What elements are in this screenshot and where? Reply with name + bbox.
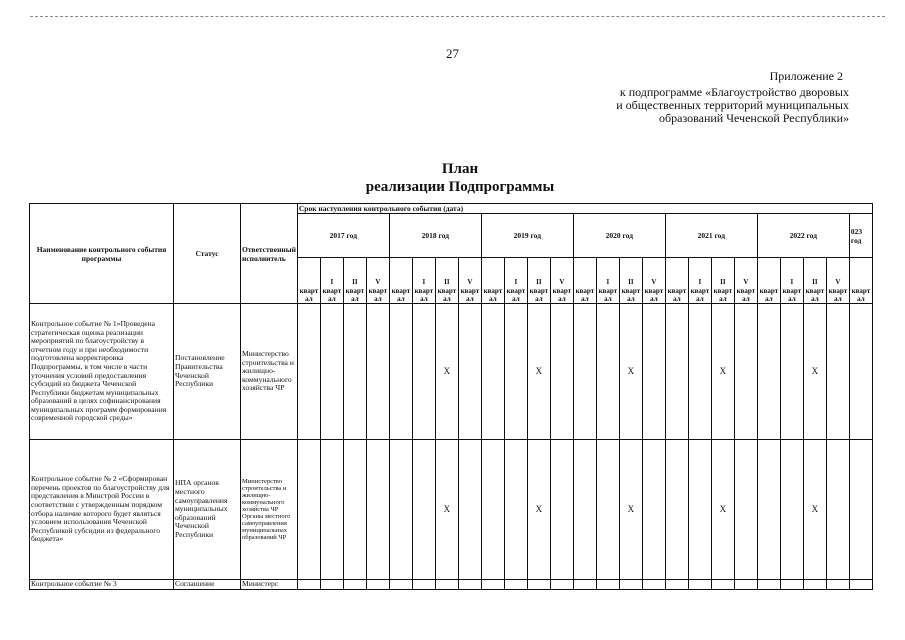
quarter-cell: [458, 580, 481, 590]
quarter-label: кварт ал: [621, 287, 641, 303]
quarter-header: [366, 258, 389, 304]
quarter-cell: [734, 440, 757, 580]
quarter-cell: [688, 580, 711, 590]
quarter-cell: [596, 440, 619, 580]
quarter-header: [757, 258, 780, 304]
quarter-cell: [688, 440, 711, 580]
quarter-header: [389, 258, 412, 304]
quarter-cell: [412, 304, 435, 440]
year-header: 2020 год: [573, 214, 665, 258]
subprogram-line: образований Чеченской Республики»: [659, 111, 849, 125]
quarter-header: [849, 258, 872, 304]
event-cell: Контрольное событие № 2 «Сформирован перечень проектов по благоустройству для представления в Минстрой России в соответствии с утвержденным порядком отбора наличие которого будет являться условием использования Чеченской Республикой субсидии из федерального бюджета»: [30, 440, 174, 580]
quarter-cell: [826, 580, 849, 590]
quarter-number: V: [835, 278, 841, 286]
quarter-cell: [734, 304, 757, 440]
quarter-number: II: [628, 278, 634, 286]
quarter-header: [826, 258, 849, 304]
quarter-header: [458, 258, 481, 304]
event-cell: Контрольное событие № 1»Проведена стратегическая оценка реализации мероприятий по благоустройству в отчетном году и при необходимости подготовлена корректировка Подпрограммы, в том числе в части уточнения условий предоставления субсидий из бюджета Чеченской Республики бюджетам муниципальных образований в целях софинансирования муниципальных программ формирования современной городской среды»: [30, 304, 174, 440]
quarter-cell: [435, 580, 458, 590]
quarter-label: кварт ал: [575, 287, 595, 303]
quarter-cell: [550, 440, 573, 580]
quarter-cell: [389, 304, 412, 440]
quarter-cell: [665, 440, 688, 580]
quarter-label: кварт ал: [437, 287, 457, 303]
quarter-cell: [412, 580, 435, 590]
quarter-label: кварт ал: [644, 287, 664, 303]
quarter-cell: [550, 580, 573, 590]
quarter-label: кварт ал: [391, 287, 411, 303]
quarter-cell: [665, 580, 688, 590]
quarter-header: [412, 258, 435, 304]
quarter-cell: [320, 440, 343, 580]
quarter-label: кварт ал: [828, 287, 848, 303]
quarter-cell: [343, 440, 366, 580]
quarter-cell: [481, 580, 504, 590]
quarter-number: V: [743, 278, 749, 286]
completion-mark: X: [527, 304, 550, 440]
completion-mark: X: [711, 440, 734, 580]
quarter-label: кварт ал: [667, 287, 687, 303]
quarter-number: I: [330, 278, 334, 286]
quarter-number: [851, 278, 871, 287]
header-event-name: Наименование контрольного события программы: [30, 204, 174, 304]
quarter-cell: [642, 304, 665, 440]
event-cell: Контрольное событие № 3: [30, 580, 174, 590]
quarter-cell: [550, 304, 573, 440]
quarter-label: кварт ал: [414, 287, 434, 303]
quarter-header: [711, 258, 734, 304]
quarter-number: V: [467, 278, 473, 286]
quarter-cell: [619, 580, 642, 590]
quarter-cell: [596, 304, 619, 440]
quarter-label: кварт ал: [782, 287, 802, 303]
title-line: реализации Подпрограммы: [365, 179, 555, 195]
quarter-header: [803, 258, 826, 304]
header-executor: Ответственный исполнитель: [241, 204, 298, 304]
quarter-number: [759, 278, 779, 287]
quarter-cell: [780, 580, 803, 590]
quarter-label: кварт ал: [552, 287, 572, 303]
quarter-cell: [412, 440, 435, 580]
quarter-cell: [297, 440, 320, 580]
quarter-number: V: [559, 278, 565, 286]
quarter-cell: [366, 580, 389, 590]
quarter-label: кварт ал: [598, 287, 618, 303]
quarter-cell: [366, 440, 389, 580]
quarter-number: [667, 278, 687, 287]
quarter-cell: [343, 580, 366, 590]
quarter-number: [391, 278, 411, 287]
quarter-label: кварт ал: [759, 287, 779, 303]
quarter-number: I: [422, 278, 426, 286]
quarter-cell: [849, 440, 872, 580]
quarter-number: I: [698, 278, 702, 286]
quarter-cell: [642, 440, 665, 580]
quarter-number: I: [606, 278, 610, 286]
completion-mark: X: [711, 304, 734, 440]
executor-cell: Министерс: [241, 580, 298, 590]
quarter-header: [596, 258, 619, 304]
quarter-cell: [504, 440, 527, 580]
quarter-cell: [343, 304, 366, 440]
quarter-header: [734, 258, 757, 304]
quarter-cell: [803, 580, 826, 590]
quarter-cell: [573, 440, 596, 580]
quarter-label: кварт ал: [299, 287, 319, 303]
quarter-label: кварт ал: [483, 287, 503, 303]
quarter-label: кварт ал: [322, 287, 342, 303]
quarter-cell: [734, 580, 757, 590]
year-header: 023 год: [849, 214, 872, 258]
top-rule: [30, 16, 885, 17]
quarter-number: II: [812, 278, 818, 286]
quarter-label: кварт ал: [805, 287, 825, 303]
quarter-cell: [780, 304, 803, 440]
completion-mark: X: [527, 440, 550, 580]
quarter-cell: [320, 580, 343, 590]
quarter-header: [573, 258, 596, 304]
quarter-header: [619, 258, 642, 304]
quarter-header: [343, 258, 366, 304]
quarter-cell: [849, 580, 872, 590]
quarter-number: I: [514, 278, 518, 286]
quarter-number: II: [444, 278, 450, 286]
year-header: 2018 год: [389, 214, 481, 258]
quarter-header: [665, 258, 688, 304]
quarter-header: [780, 258, 803, 304]
quarter-header: [642, 258, 665, 304]
quarter-cell: [596, 580, 619, 590]
quarter-cell: [458, 304, 481, 440]
quarter-label: кварт ал: [851, 287, 871, 303]
quarter-cell: [780, 440, 803, 580]
quarter-label: кварт ал: [460, 287, 480, 303]
completion-mark: X: [435, 304, 458, 440]
quarter-header: [435, 258, 458, 304]
subprogram-line: и общественных территорий муниципальных: [616, 98, 849, 112]
quarter-cell: [389, 440, 412, 580]
quarter-cell: [849, 304, 872, 440]
executor-cell: Министерство строительства и жилищно-коммунального хозяйства ЧР Органы местного самоуправления муниципальных образований ЧР: [241, 440, 298, 580]
plan-table: [29, 203, 873, 590]
quarter-cell: [757, 440, 780, 580]
quarter-label: кварт ал: [368, 287, 388, 303]
quarter-number: V: [375, 278, 381, 286]
status-cell: НПА органов местного самоуправления муниципальных образований Чеченской Республики: [174, 440, 241, 580]
quarter-cell: [481, 304, 504, 440]
quarter-cell: [366, 304, 389, 440]
quarter-header: [550, 258, 573, 304]
quarter-label: кварт ал: [713, 287, 733, 303]
subprogram-reference: [616, 86, 849, 125]
quarter-cell: [573, 580, 596, 590]
completion-mark: X: [619, 440, 642, 580]
status-cell: Соглашение: [174, 580, 241, 590]
completion-mark: X: [803, 304, 826, 440]
quarter-number: [575, 278, 595, 287]
quarter-header: [527, 258, 550, 304]
completion-mark: X: [619, 304, 642, 440]
header-deadline: Срок наступления контрольного события (дата): [297, 204, 872, 214]
year-header: 2019 год: [481, 214, 573, 258]
page-number: 27: [446, 46, 459, 61]
year-header: 2021 год: [665, 214, 757, 258]
quarter-cell: [320, 304, 343, 440]
quarter-header: [688, 258, 711, 304]
quarter-cell: [297, 580, 320, 590]
quarter-cell: [665, 304, 688, 440]
table-row: [30, 580, 873, 590]
title-line: План: [441, 161, 479, 177]
quarter-cell: [458, 440, 481, 580]
quarter-label: кварт ал: [506, 287, 526, 303]
quarter-label: кварт ал: [345, 287, 365, 303]
header-status: Статус: [174, 204, 241, 304]
appendix-label: Приложение 2: [769, 69, 843, 83]
quarter-number: V: [651, 278, 657, 286]
quarter-cell: [757, 580, 780, 590]
quarter-cell: [573, 304, 596, 440]
quarter-cell: [826, 304, 849, 440]
quarter-cell: [481, 440, 504, 580]
quarter-label: кварт ал: [736, 287, 756, 303]
subprogram-line: к подпрограмме «Благоустройство дворовых: [619, 85, 849, 99]
quarter-cell: [826, 440, 849, 580]
quarter-header: [481, 258, 504, 304]
quarter-number: [483, 278, 503, 287]
quarter-number: II: [536, 278, 542, 286]
quarter-header: [320, 258, 343, 304]
quarter-header: [297, 258, 320, 304]
quarter-cell: [389, 580, 412, 590]
quarter-cell: [757, 304, 780, 440]
quarter-label: кварт ал: [690, 287, 710, 303]
year-header: 2017 год: [297, 214, 389, 258]
quarter-label: кварт ал: [529, 287, 549, 303]
quarter-cell: [527, 580, 550, 590]
table-row: [30, 440, 873, 580]
quarter-number: II: [720, 278, 726, 286]
quarter-cell: [504, 304, 527, 440]
quarter-cell: [688, 304, 711, 440]
quarter-cell: [504, 580, 527, 590]
status-cell: Постановление Правительства Чеченской Республики: [174, 304, 241, 440]
page-title: [0, 160, 905, 196]
completion-mark: X: [435, 440, 458, 580]
quarter-number: [299, 278, 319, 287]
quarter-cell: [711, 580, 734, 590]
quarter-cell: [642, 580, 665, 590]
quarter-number: II: [352, 278, 358, 286]
quarter-header: [504, 258, 527, 304]
completion-mark: X: [803, 440, 826, 580]
quarter-cell: [297, 304, 320, 440]
table-row: [30, 304, 873, 440]
year-header: 2022 год: [757, 214, 849, 258]
executor-cell: Министерство строительства и жилищно-коммунального хозяйства ЧР: [241, 304, 298, 440]
quarter-number: I: [790, 278, 794, 286]
